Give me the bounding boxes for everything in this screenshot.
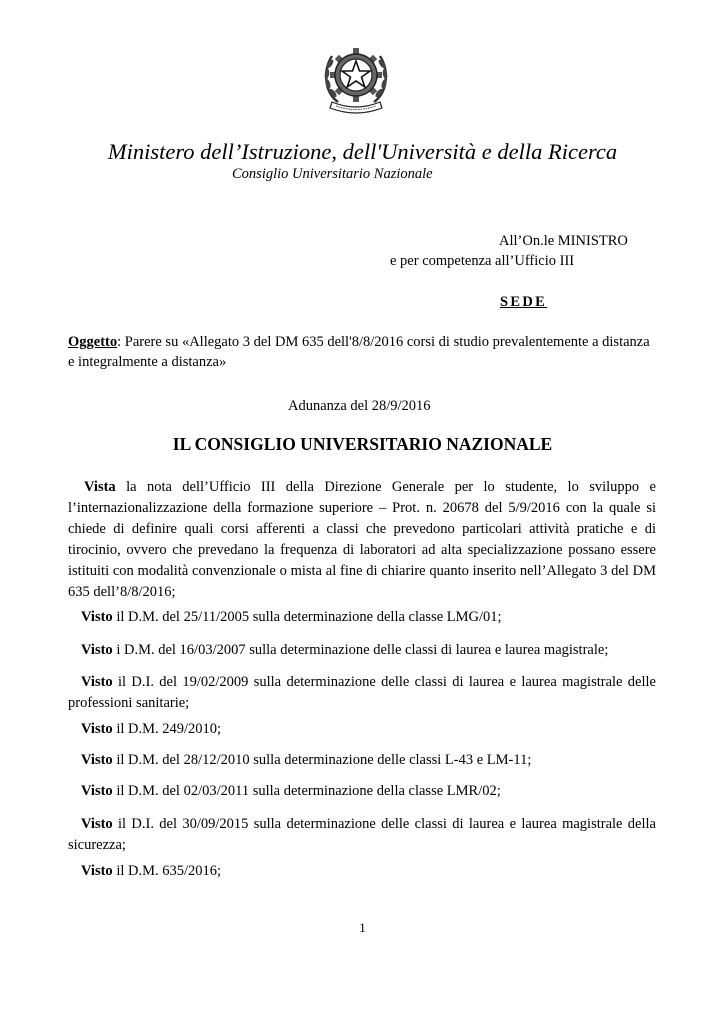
- paragraph-text: il D.M. 635/2016;: [112, 863, 222, 879]
- addressee-competence-line: e per competenza all’Ufficio III: [390, 253, 575, 269]
- paragraph-text: il D.M. 249/2010;: [112, 721, 222, 737]
- paragraph-visto-2: [68, 640, 656, 661]
- paragraph-keyword: Visto: [81, 721, 113, 737]
- paragraph-keyword: Visto: [81, 783, 113, 799]
- paragraph-visto-1: [68, 607, 656, 628]
- star-gear-emblem-icon: [318, 42, 394, 114]
- paragraph-keyword: Visto: [81, 609, 113, 625]
- paragraph-text: i D.M. del 16/03/2007 sulla determinazione delle classi di laurea e laurea magistrale;: [112, 642, 609, 658]
- subject-label: Oggetto: [68, 334, 118, 350]
- paragraph-keyword: Visto: [81, 752, 113, 768]
- paragraph-keyword: Visto: [81, 674, 113, 690]
- republic-emblem: [318, 42, 394, 114]
- paragraph-visto-3: [68, 672, 656, 714]
- paragraph-vista: [68, 477, 656, 603]
- council-heading: IL CONSIGLIO UNIVERSITARIO NAZIONALE: [172, 434, 553, 454]
- paragraph-text: il D.M. del 25/11/2005 sulla determinazione della classe LMG/01;: [112, 609, 502, 625]
- addressee-line: All’On.le MINISTRO: [499, 233, 628, 249]
- sede-label: SEDE: [500, 294, 548, 310]
- paragraph-keyword: Visto: [81, 642, 113, 658]
- subject-separator: :: [117, 334, 125, 350]
- paragraph-visto-8: [68, 861, 656, 882]
- paragraph-visto-6: [68, 781, 656, 802]
- paragraph-visto-4: [68, 719, 656, 740]
- paragraph-text: il D.M. del 28/12/2010 sulla determinazione delle classi L-43 e LM-11;: [112, 752, 532, 768]
- subject-text: Parere su «Allegato 3 del DM 635 dell'8/8/2016 corsi di studio prevalentemente a distanza e integralmente a distanza»: [68, 334, 650, 370]
- paragraph-text: il D.I. del 19/02/2009 sulla determinazione delle classi di laurea e laurea magistrale delle professioni sanitarie;: [68, 674, 656, 711]
- paragraph-text: il D.I. del 30/09/2015 sulla determinazione delle classi di laurea e laurea magistrale della sicurezza;: [68, 816, 656, 853]
- paragraph-keyword: Visto: [81, 816, 113, 832]
- paragraph-keyword: Vista: [84, 479, 116, 495]
- paragraph-text: la nota dell’Ufficio III della Direzione Generale per lo studente, lo sviluppo e l’internazionalizzazione della formazione superiore – Prot. n. 20678 del 5/9/2016 con la quale si chiede di definire quali corsi afferenti a classi che prevedono particolari attività pratiche e di tirocinio, ovvero che prevedano la frequenza di laboratori ad alta specializzazione possano essere istituiti con modalità convenzionale o mista al fine di chiarire quanto inserito nell’Allegato 3 del DM 635 dell’8/8/2016;: [68, 479, 656, 600]
- paragraph-visto-7: [68, 814, 656, 856]
- ministry-title: Ministero dell’Istruzione, dell'Università e della Ricerca: [107, 139, 618, 164]
- paragraph-keyword: Visto: [81, 863, 113, 879]
- paragraph-text: il D.M. del 02/03/2011 sulla determinazione della classe LMR/02;: [112, 783, 501, 799]
- council-subtitle: Consiglio Universitario Nazionale: [232, 166, 433, 182]
- meeting-date: Adunanza del 28/9/2016: [288, 398, 431, 414]
- page-number: 1: [359, 920, 366, 935]
- paragraph-visto-5: [68, 750, 656, 771]
- subject-block: [68, 332, 658, 372]
